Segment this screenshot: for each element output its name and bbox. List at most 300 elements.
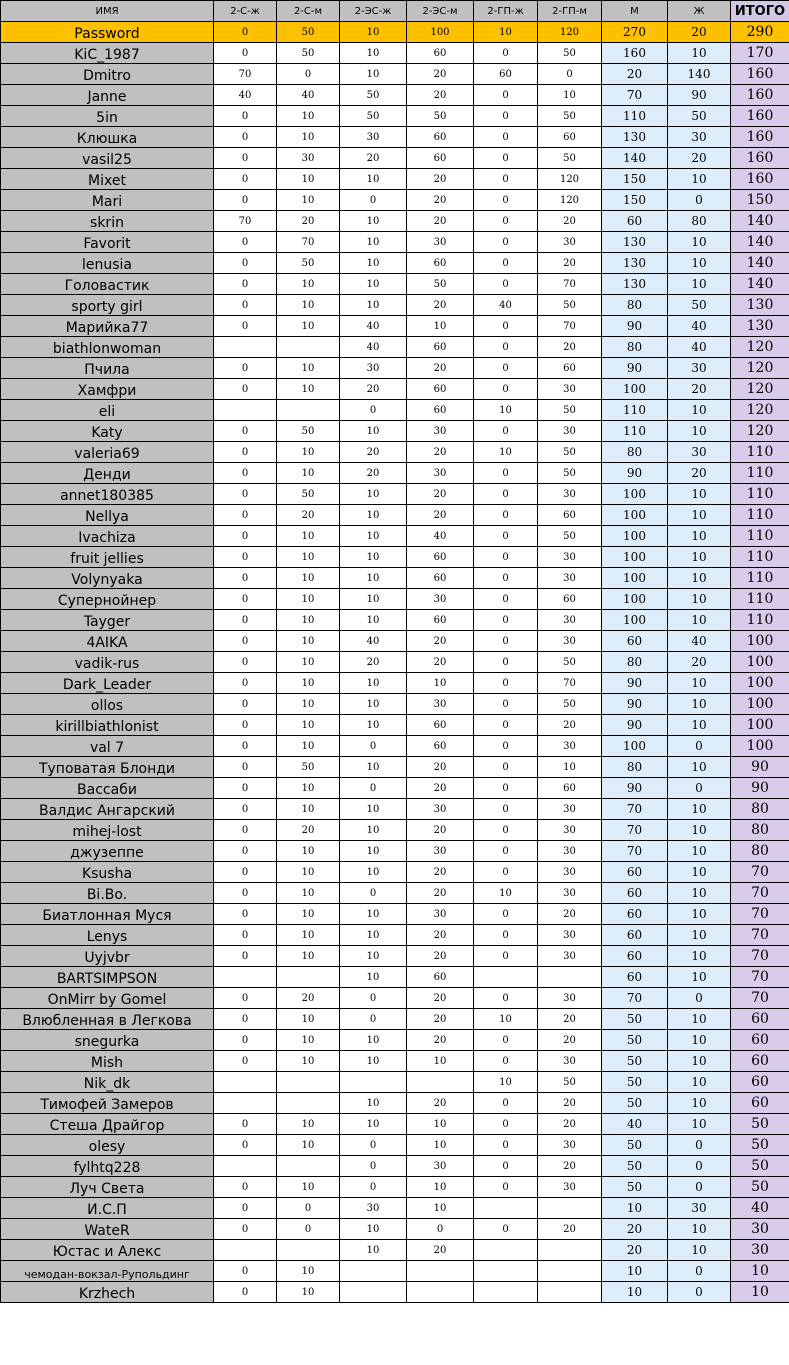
table-row [1,862,789,883]
table-row [1,673,789,694]
score-cell: 30 [407,589,474,610]
participant-name: 5in [1,106,214,127]
score-cell: 10 [474,442,538,463]
sum-zh-cell: 40 [668,316,731,337]
score-cell: 10 [340,1093,407,1114]
score-cell: 30 [340,1198,407,1219]
participant-name: Влюбленная в Легкова [1,1009,214,1030]
total-cell: 70 [731,862,789,883]
table-row [1,1156,789,1177]
sum-m-cell: 20 [602,1240,668,1261]
score-cell: 60 [407,127,474,148]
score-cell: 0 [474,253,538,274]
score-cell: 20 [538,1114,602,1135]
score-cell: 10 [340,274,407,295]
score-cell: 60 [538,358,602,379]
score-cell: 10 [340,505,407,526]
total-cell: 100 [731,673,789,694]
sum-m-cell: 90 [602,694,668,715]
score-cell: 70 [538,316,602,337]
sum-zh-cell: 10 [668,505,731,526]
total-cell: 50 [731,1156,789,1177]
table-row [1,127,789,148]
sum-m-cell: 50 [602,1135,668,1156]
score-cell: 30 [407,904,474,925]
participant-name: biathlonwoman [1,337,214,358]
table-row [1,967,789,988]
table-row [1,1177,789,1198]
score-cell [407,1072,474,1093]
score-cell: 0 [214,883,277,904]
sum-m-cell: 140 [602,148,668,169]
score-cell: 30 [538,610,602,631]
score-cell: 0 [277,1198,340,1219]
sum-zh-cell: 10 [668,589,731,610]
score-cell: 10 [277,547,340,568]
score-cell: 0 [474,106,538,127]
score-cell: 0 [474,211,538,232]
total-cell: 90 [731,757,789,778]
score-cell: 20 [538,253,602,274]
score-cell: 40 [277,85,340,106]
total-cell: 100 [731,715,789,736]
score-cell: 0 [340,883,407,904]
score-cell: 10 [277,862,340,883]
score-cell: 30 [538,1135,602,1156]
score-cell [474,967,538,988]
total-cell: 80 [731,820,789,841]
sum-m-cell: 130 [602,127,668,148]
sum-m-cell: 100 [602,736,668,757]
score-cell: 0 [474,1114,538,1135]
sum-m-cell: 110 [602,400,668,421]
sum-zh-cell: 20 [668,148,731,169]
sum-m-cell: 60 [602,883,668,904]
score-cell: 10 [277,778,340,799]
participant-name: Volynyaka [1,568,214,589]
sum-zh-cell: 10 [668,526,731,547]
score-cell: 10 [340,295,407,316]
score-cell: 0 [340,190,407,211]
score-cell: 40 [214,85,277,106]
sum-zh-cell: 30 [668,358,731,379]
table-row [1,22,789,43]
score-cell: 0 [474,43,538,64]
sum-zh-cell: 20 [668,379,731,400]
score-cell: 10 [340,925,407,946]
score-cell: 50 [538,43,602,64]
sum-m-cell: 100 [602,526,668,547]
sum-zh-cell: 0 [668,1261,731,1282]
score-cell: 0 [214,820,277,841]
score-cell: 20 [407,85,474,106]
participant-name: lenusia [1,253,214,274]
total-cell: 50 [731,1177,789,1198]
sum-zh-cell: 0 [668,1177,731,1198]
score-cell: 0 [214,715,277,736]
total-cell: 60 [731,1030,789,1051]
participant-name: Туповатая Блонди [1,757,214,778]
score-cell: 70 [214,64,277,85]
total-cell: 160 [731,106,789,127]
score-cell: 50 [277,253,340,274]
score-cell: 20 [407,505,474,526]
participant-name: Денди [1,463,214,484]
sum-zh-cell: 140 [668,64,731,85]
total-cell: 150 [731,190,789,211]
total-cell: 110 [731,547,789,568]
total-cell: 70 [731,946,789,967]
table-row [1,316,789,337]
table-row [1,169,789,190]
table-row [1,442,789,463]
score-cell: 20 [407,64,474,85]
score-cell [277,337,340,358]
participant-name: И.С.П [1,1198,214,1219]
score-cell: 10 [340,715,407,736]
score-cell: 20 [407,1009,474,1030]
score-cell: 30 [538,799,602,820]
sum-m-cell: 60 [602,925,668,946]
score-cell: 20 [277,505,340,526]
total-cell: 130 [731,295,789,316]
column-header-total: ИТОГО [731,1,789,22]
score-cell: 0 [277,64,340,85]
score-cell: 30 [538,484,602,505]
participant-name: Супернойнер [1,589,214,610]
table-row [1,1030,789,1051]
participant-name: джузеппе [1,841,214,862]
score-cell: 0 [214,610,277,631]
participant-name: Lenys [1,925,214,946]
participant-name: Nellya [1,505,214,526]
sum-m-cell: 100 [602,379,668,400]
table-row [1,1135,789,1156]
score-cell [474,1282,538,1303]
score-cell: 0 [214,421,277,442]
sum-m-cell: 10 [602,1198,668,1219]
score-cell: 0 [214,589,277,610]
participant-name: Mari [1,190,214,211]
sum-zh-cell: 10 [668,841,731,862]
total-cell: 140 [731,274,789,295]
score-cell: 10 [340,421,407,442]
score-cell: 10 [340,610,407,631]
score-cell: 10 [340,799,407,820]
total-cell: 110 [731,526,789,547]
sum-zh-cell: 10 [668,862,731,883]
score-cell: 0 [474,904,538,925]
total-cell: 70 [731,988,789,1009]
score-cell: 10 [340,1240,407,1261]
score-cell: 30 [538,946,602,967]
participant-name: Mixet [1,169,214,190]
participant-name: 4AIKA [1,631,214,652]
participant-name: Клюшка [1,127,214,148]
table-row [1,610,789,631]
score-cell: 0 [474,337,538,358]
table-row [1,778,789,799]
score-cell: 30 [407,232,474,253]
score-cell: 20 [407,757,474,778]
score-cell: 50 [340,106,407,127]
score-cell: 10 [277,589,340,610]
score-cell: 0 [214,190,277,211]
total-cell: 70 [731,883,789,904]
participant-name: fruit jellies [1,547,214,568]
total-cell: 120 [731,337,789,358]
sum-zh-cell: 0 [668,1156,731,1177]
sum-zh-cell: 80 [668,211,731,232]
score-cell: 30 [538,736,602,757]
participant-name: Биатлонная Муся [1,904,214,925]
score-cell: 0 [340,1009,407,1030]
score-cell: 10 [474,883,538,904]
score-cell: 10 [340,946,407,967]
score-cell: 10 [538,85,602,106]
participant-name: Tayger [1,610,214,631]
total-cell: 110 [731,484,789,505]
table-row [1,211,789,232]
score-cell: 0 [214,799,277,820]
score-cell: 0 [474,421,538,442]
score-cell: 10 [340,904,407,925]
sum-m-cell: 100 [602,547,668,568]
score-cell: 20 [407,211,474,232]
score-cell: 0 [214,526,277,547]
score-cell: 10 [340,757,407,778]
score-cell: 120 [538,190,602,211]
score-cell: 0 [474,379,538,400]
score-cell: 0 [340,736,407,757]
score-cell: 0 [214,925,277,946]
participant-name: Стеша Драйгор [1,1114,214,1135]
score-cell: 10 [277,1009,340,1030]
score-cell: 0 [214,757,277,778]
score-cell: 70 [277,232,340,253]
score-cell [474,1240,538,1261]
score-cell: 0 [474,505,538,526]
score-cell: 50 [407,106,474,127]
score-cell: 10 [407,1114,474,1135]
participant-name: Ksusha [1,862,214,883]
score-cell: 0 [214,442,277,463]
score-cell: 30 [538,421,602,442]
score-cell: 0 [214,904,277,925]
score-cell [340,1072,407,1093]
score-cell: 10 [340,1051,407,1072]
score-cell: 10 [277,1282,340,1303]
score-cell: 0 [214,148,277,169]
score-cell: 10 [277,379,340,400]
participant-name: skrin [1,211,214,232]
table-row [1,1240,789,1261]
sum-m-cell: 110 [602,106,668,127]
score-cell: 30 [407,799,474,820]
total-cell: 70 [731,904,789,925]
table-row [1,652,789,673]
sum-zh-cell: 20 [668,652,731,673]
score-cell: 20 [407,169,474,190]
score-cell: 60 [474,64,538,85]
sum-zh-cell: 20 [668,463,731,484]
sum-zh-cell: 10 [668,799,731,820]
score-cell: 10 [277,568,340,589]
sum-m-cell: 50 [602,1072,668,1093]
table-row [1,988,789,1009]
table-row [1,715,789,736]
score-cell: 30 [407,694,474,715]
score-cell: 60 [407,337,474,358]
sum-m-cell: 130 [602,232,668,253]
sum-zh-cell: 10 [668,547,731,568]
score-cell [277,1156,340,1177]
table-row [1,463,789,484]
score-cell: 30 [538,1177,602,1198]
table-row [1,589,789,610]
score-cell: 0 [214,22,277,43]
participant-name: OnMirr by Gomel [1,988,214,1009]
score-cell: 10 [277,883,340,904]
score-cell: 30 [538,379,602,400]
score-cell: 70 [214,211,277,232]
table-row [1,505,789,526]
total-cell: 160 [731,148,789,169]
total-cell: 70 [731,925,789,946]
score-cell: 0 [474,526,538,547]
total-cell: 290 [731,22,789,43]
score-cell: 0 [474,358,538,379]
score-cell: 50 [277,757,340,778]
score-cell: 10 [277,316,340,337]
score-cell: 20 [407,190,474,211]
score-cell: 10 [277,736,340,757]
participant-name: vasil25 [1,148,214,169]
participant-name: ollos [1,694,214,715]
score-cell: 0 [214,1282,277,1303]
score-cell: 10 [340,232,407,253]
table-row [1,421,789,442]
score-cell: 0 [214,43,277,64]
total-cell: 60 [731,1093,789,1114]
score-cell: 10 [277,610,340,631]
score-cell: 30 [277,148,340,169]
participant-name: Krzhech [1,1282,214,1303]
score-cell: 10 [277,1114,340,1135]
score-cell: 60 [407,715,474,736]
score-cell [277,967,340,988]
sum-m-cell: 130 [602,253,668,274]
score-cell: 10 [277,295,340,316]
score-cell: 10 [474,1072,538,1093]
table-row [1,547,789,568]
score-cell: 0 [214,652,277,673]
score-cell: 20 [340,652,407,673]
score-cell: 0 [474,946,538,967]
sum-zh-cell: 50 [668,106,731,127]
total-cell: 120 [731,400,789,421]
sum-zh-cell: 40 [668,337,731,358]
total-cell: 100 [731,694,789,715]
table-row [1,946,789,967]
score-cell: 0 [340,1156,407,1177]
sum-zh-cell: 10 [668,169,731,190]
total-cell: 100 [731,652,789,673]
participant-name: WateR [1,1219,214,1240]
score-cell: 30 [538,883,602,904]
table-row [1,820,789,841]
sum-zh-cell: 10 [668,946,731,967]
sum-m-cell: 20 [602,64,668,85]
score-cell: 50 [538,1072,602,1093]
score-cell: 40 [340,337,407,358]
score-cell: 0 [214,463,277,484]
score-cell: 20 [340,442,407,463]
score-cell: 0 [474,589,538,610]
sum-zh-cell: 0 [668,1282,731,1303]
score-cell: 0 [214,1114,277,1135]
total-cell: 80 [731,841,789,862]
score-cell: 0 [214,106,277,127]
table-row [1,1072,789,1093]
score-cell: 20 [407,925,474,946]
score-cell: 0 [214,358,277,379]
score-cell: 0 [474,463,538,484]
score-cell: 0 [474,694,538,715]
score-cell: 0 [474,736,538,757]
participant-name: Луч Света [1,1177,214,1198]
participant-name: Тимофей Замеров [1,1093,214,1114]
score-cell: 0 [474,85,538,106]
score-cell: 30 [407,1156,474,1177]
sum-m-cell: 100 [602,505,668,526]
score-cell: 30 [538,232,602,253]
score-cell: 10 [277,799,340,820]
total-cell: 90 [731,778,789,799]
score-cell: 20 [340,463,407,484]
sum-zh-cell: 0 [668,190,731,211]
score-cell [407,1261,474,1282]
table-row [1,694,789,715]
score-cell: 0 [474,484,538,505]
score-cell: 0 [214,232,277,253]
score-cell: 0 [407,1219,474,1240]
score-cell: 10 [277,1177,340,1198]
table-row [1,337,789,358]
total-cell: 140 [731,211,789,232]
total-cell: 50 [731,1135,789,1156]
total-cell: 110 [731,568,789,589]
participant-name: Nik_dk [1,1072,214,1093]
participant-name: Janne [1,85,214,106]
score-cell: 20 [407,484,474,505]
score-cell: 10 [277,1135,340,1156]
sum-m-cell: 90 [602,715,668,736]
score-cell: 20 [407,1240,474,1261]
score-cell: 10 [277,652,340,673]
score-cell: 30 [340,358,407,379]
sum-m-cell: 60 [602,904,668,925]
sum-zh-cell: 40 [668,631,731,652]
column-header-2-s-m: 2-С-м [277,1,340,22]
score-cell: 20 [538,1009,602,1030]
sum-zh-cell: 30 [668,127,731,148]
score-cell: 10 [340,862,407,883]
participant-name: Марийка77 [1,316,214,337]
score-cell: 0 [214,841,277,862]
score-cell: 20 [538,1030,602,1051]
score-cell: 10 [340,547,407,568]
